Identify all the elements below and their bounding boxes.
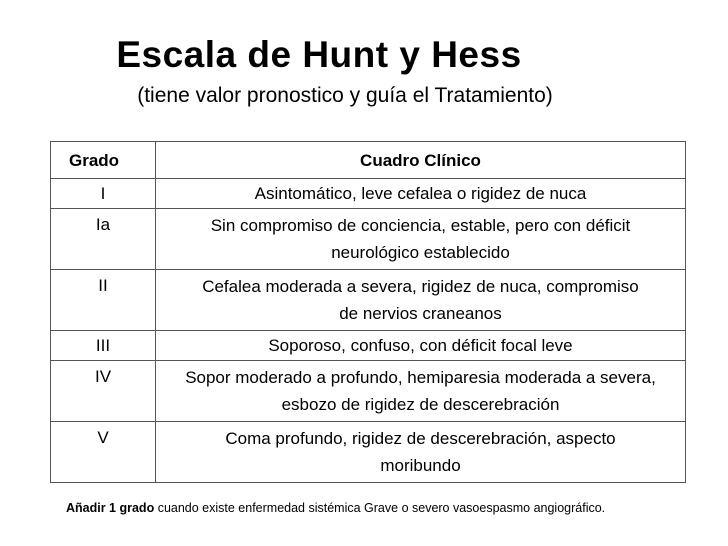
hunt-hess-table	[50, 141, 686, 483]
cuadro-cell: Sin compromiso de conciencia, estable, pero con déficit neurológico establecido	[156, 209, 686, 270]
cuadro-cell: Sopor moderado a profundo, hemiparesia moderada a severa, esbozo de rigidez de descerebración	[156, 361, 686, 422]
footnote	[66, 501, 605, 515]
grado-cell: II	[51, 270, 156, 331]
table-row	[51, 179, 686, 209]
cuadro-cell: Soporoso, confuso, con déficit focal leve	[156, 331, 686, 361]
grado-cell: Ia	[51, 209, 156, 270]
cuadro-cell: Asintomático, leve cefalea o rigidez de nuca	[156, 179, 686, 209]
table-header-row	[51, 142, 686, 179]
header-grado: Grado	[51, 142, 156, 179]
footnote-text: cuando existe enfermedad sistémica Grave o severo vasoespasmo angiográfico.	[154, 501, 606, 515]
grado-cell: III	[51, 331, 156, 361]
page-subtitle: (tiene valor pronostico y guía el Tratamiento)	[137, 84, 553, 107]
table-row	[51, 209, 686, 270]
table-row	[51, 422, 686, 483]
cuadro-cell: Cefalea moderada a severa, rigidez de nuca, compromiso de nervios craneanos	[156, 270, 686, 331]
grado-cell: I	[51, 179, 156, 209]
header-cuadro-clinico: Cuadro Clínico	[156, 142, 686, 179]
cuadro-cell: Coma profundo, rigidez de descerebración, aspecto moribundo	[156, 422, 686, 483]
page-title: Escala de Hunt y Hess	[116, 34, 522, 75]
grado-cell: IV	[51, 361, 156, 422]
grado-cell: V	[51, 422, 156, 483]
table-row	[51, 361, 686, 422]
footnote-bold: Añadir 1 grado	[66, 501, 155, 515]
table-row	[51, 331, 686, 361]
table-row	[51, 270, 686, 331]
